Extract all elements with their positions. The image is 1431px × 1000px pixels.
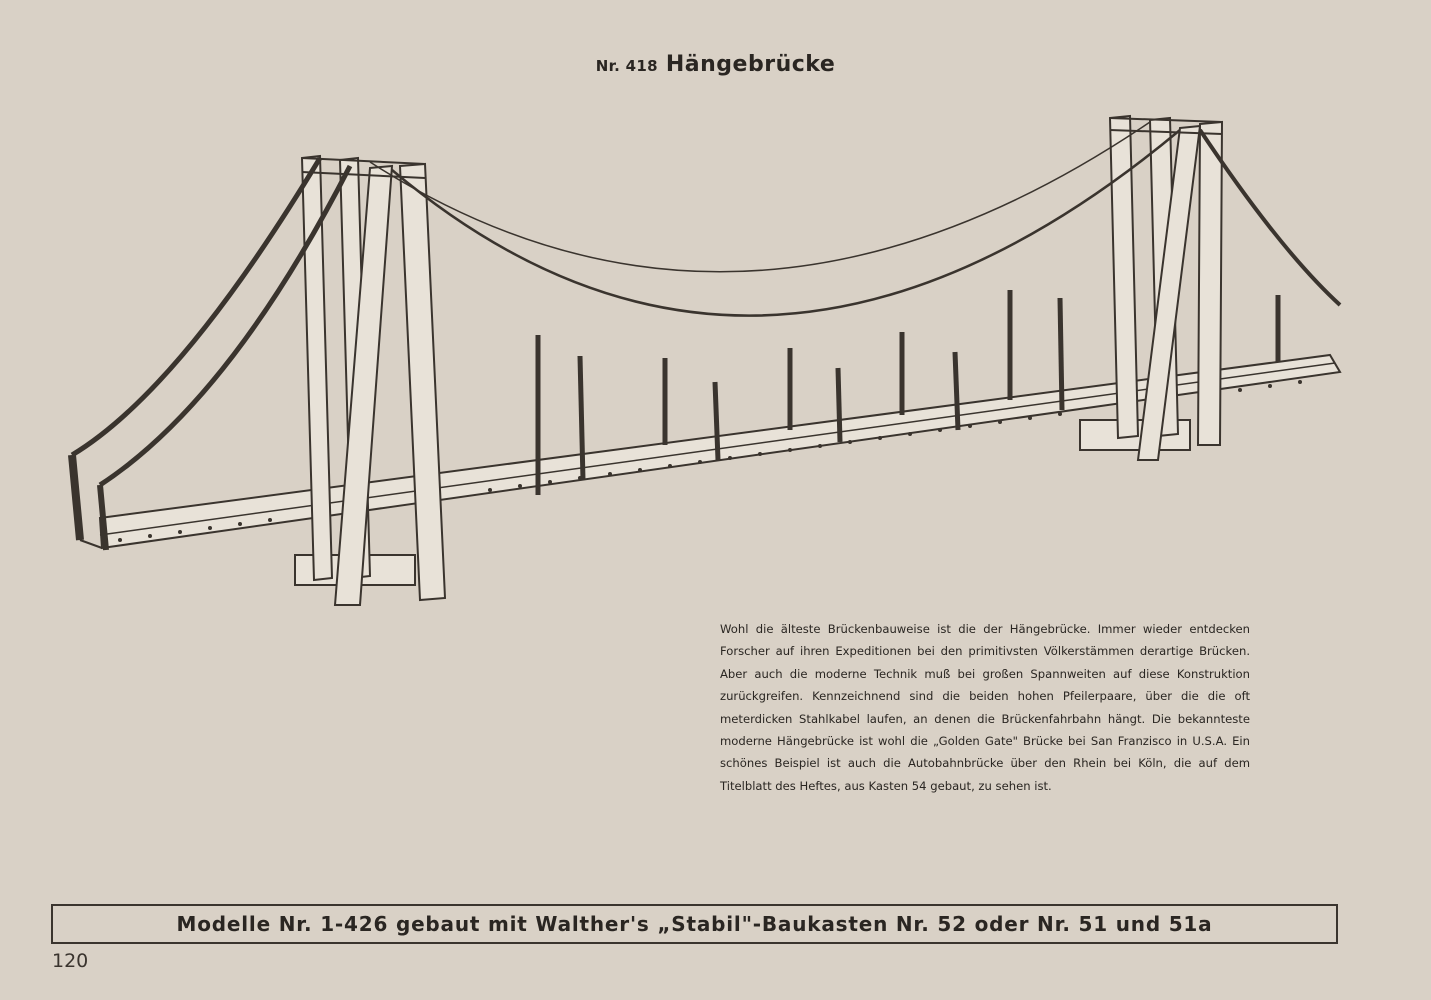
description-text: Wohl die älteste Brückenbauweise ist die der Hängebrücke. Immer wieder entdecken Forscher auf ihren Expeditionen bei den primitivsten Völkerstämmen derartige Brücken. Aber auch die moderne Technik muß bei großen Spannweiten auf diese Konstruktion zurückgreifen. Kennzeichnend sind die beiden hohen Pfeilerpaare, über die die oft meterdicken Stahlkabel laufen, an denen die Brückenfahrbahn hängt. Die bekannteste moderne Hängebrücke ist wohl die „Golden Gate" Brücke bei San Franzisco in U.S.A. Ein schönes Beispiel ist auch die Autobahnbrücke über den Rhein bei Köln, die auf dem Titelblatt des Heftes, aus Kasten 54 gebaut, zu sehen ist. xyxy=(720,622,1250,793)
page-title xyxy=(0,52,1431,77)
page-number: 120 xyxy=(52,950,89,972)
side-cable-left xyxy=(72,158,320,455)
suspension-bridge-illustration xyxy=(40,100,1400,620)
main-cable-front xyxy=(392,130,1180,316)
main-cable-rear xyxy=(370,122,1150,272)
model-number: Nr. 418 xyxy=(595,57,658,75)
footer-banner: Modelle Nr. 1-426 gebaut mit Walther's „Stabil"-Baukasten Nr. 52 oder Nr. 51 und 51a xyxy=(51,904,1338,944)
right-tower xyxy=(1080,116,1222,460)
model-name: Hängebrücke xyxy=(665,52,836,77)
